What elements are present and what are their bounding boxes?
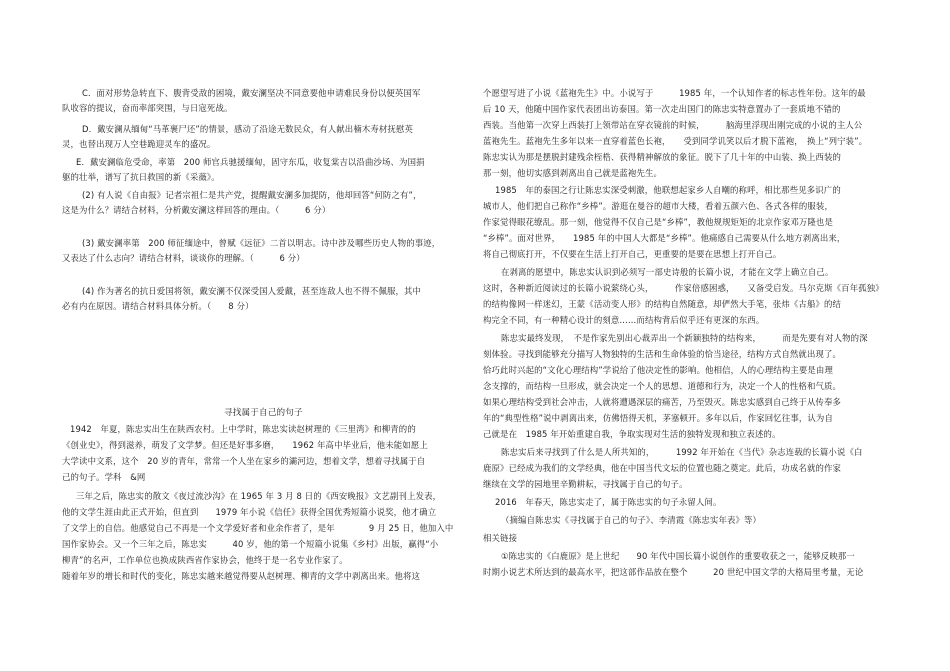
paragraph-line: 鹿原》已经成为我们的文学经典，他在中国当代文坛的位置也随之奠定。此后，功成名就的作家 bbox=[483, 463, 842, 473]
question-2: (2) 有人说《自由报》记者宗祖仁是共产党，提醒戴安澜多加提防，他却回答“何防之有”， bbox=[82, 190, 422, 200]
paragraph-line: 国作家协会。又一个三年之后，陈忠实 40 岁，他的第一个短篇小说集《乡村》出版，赢得“小 bbox=[62, 539, 439, 549]
text-line: 躯的壮举，谱写了抗日救国的新《采薇》。 bbox=[62, 172, 220, 182]
text-line: 队收容的提议，奋而率部突围，与日寇死战。 bbox=[62, 103, 233, 113]
text-line: 灵，也替出现万人空巷跪迎灵车的盛况。 bbox=[62, 139, 216, 149]
question-option-e: E．戴安澜临危受命，率第 200 师官兵驰援缅甸，固守东瓜，收复棠吉以沿曲沙场、为国捐 bbox=[76, 157, 425, 167]
paragraph-line: 西装。当他第一次穿上西装打上领带站在穿衣镜前的时候， 脑海里浮现出刚完成的小说的主人公 bbox=[483, 120, 863, 130]
paragraph-line: “乡棒”。面对世界， 1985 年的中国人大都是“乡棒”。他痛感自己需要从什么地方剥离出来， bbox=[483, 233, 846, 243]
paragraph-line: 陈忠实认为那是摆脱封建残余桎梏、获得精神解放的象征。脱下了几十年的中山装、换上西装的 bbox=[483, 152, 842, 162]
paragraph-line: 作家觉得眼花缭乱。那一刻，他觉得不仅自己是“乡棒”，教他规规矩矩的北京作家邓万隆也是 bbox=[483, 217, 833, 227]
question-option-d: D．戴安澜从缅甸“马革裹尸还”的情景，感动了沿途无数民众，有人献出楠木寿材抚慰英 bbox=[82, 124, 413, 134]
text-line: 必有内在原因。请结合材料具体分析。（ 8 分） bbox=[62, 301, 254, 311]
paragraph-line: 年的“典型性格”说中剥离出来，仿佛悟得天机，茅塞顿开。多年以后，作家回忆往事，认为自 bbox=[483, 413, 833, 423]
paragraph-line: 如果心理结构受到社会冲击，人就将遭遇深层的痛苦，乃至毁灭。陈忠实感到自己终于从传奉多 bbox=[483, 397, 842, 407]
paragraph-line: 随着年岁的增长和时代的变化，陈忠实越来越觉得要从赵树理、柳青的文学中剥离出来。他将这 bbox=[62, 571, 421, 581]
article-title: 寻找属于自己的句子 bbox=[224, 408, 303, 418]
source-citation: （摘编自陈忠实《寻找属于自己的句子》、李清霞《陈忠实年表》等） bbox=[501, 515, 762, 525]
paragraph-line: 了文学上的自信。他感觉自己不再是一个文学爱好者和业余作者了，是年 9 月 25 日，他加入中 bbox=[62, 523, 454, 533]
question-option-c: C．面对形势急转直下、腹背受敌的困境，戴安澜坚决不同意要他申请难民身份以便英国军 bbox=[82, 88, 421, 98]
paragraph-line: 继续在文学的园地里辛勤耕耘，寻找属于自己的句子。 bbox=[483, 479, 688, 489]
paragraph-line: 三年之后，陈忠实的散文《夜过流沙沟》在 1965 年 3 月 8 日的《西安晚报》文艺副刊上发表， bbox=[76, 491, 442, 501]
paragraph-line: 个愿望写进了小说《蓝袍先生》中。小说写于 1985 年，一个认知作者的标志性年份。这年的最 bbox=[483, 88, 866, 98]
paragraph-line: 陈忠实最终发现， 不是作家先别出心裁弄出一个新颖独特的结构来， 而是先要有对人物的深 bbox=[501, 333, 868, 343]
paragraph-line: 陈忠实后来寻找到了什么是人所共知的， 1992 年开始在《当代》杂志连载的长篇小说《白 bbox=[501, 447, 863, 457]
paragraph-line: 1942 年夏，陈忠实出生在陕西农村。上中学时，陈忠实读赵树理的《三里湾》和柳青的的 bbox=[70, 424, 416, 434]
section-heading-related-links: 相关链接 bbox=[483, 533, 518, 543]
question-4: (4) 作为著名的抗日爱国将领，戴安澜不仅深受国人爱戴，甚至连敌人也不得不佩服，其中 bbox=[82, 286, 422, 296]
paragraph-line: 在剥离的愿望中，陈忠实认识到必须写一部史诗般的长篇小说，才能在文学上确立自己。 bbox=[501, 267, 834, 277]
text-line: 这是为什么？请结合材料，分析戴安澜这样回答的理由。（ 6 分） bbox=[62, 205, 331, 215]
text-line: 又表达了什么志向？请结合材料，谈谈你的理解。（ 6 分） bbox=[62, 253, 305, 263]
paragraph-line: 《创业史》，得到滋养，萌发了文学梦。但还是好事多磨， 1962 年高中毕业后，他未能如愿上 bbox=[62, 440, 428, 450]
paragraph-line: ①陈忠实的《白鹿原》是上世纪 90 年代中国长篇小说创作的重要收获之一，能够反映那一 bbox=[501, 551, 855, 561]
paragraph-line: 城市人，他们把自己称作“乡棒”。游逛在曼谷的超市大楼，看着五颜六色、各式各样的服装， bbox=[483, 201, 833, 211]
paragraph-line: 他的文学生涯由此正式开始，但直到 1979 年小说《信任》获得全国优秀短篇小说奖，他才确立 bbox=[62, 507, 437, 517]
paragraph-line: 后 10 天，他随中国作家代表团出访泰国。第一次走出国门的陈忠实特意置办了一套质地不错的 bbox=[483, 104, 841, 114]
paragraph-line: 这时，各种新近阅读过的长篇小说萦绕心头， 作家倍感困惑， 又备受启发。马尔克斯《百年孤独》 bbox=[483, 283, 884, 293]
paragraph-line: 蓝袍先生。蓝袍先生多年以来一直穿着蓝色长袍， 受到同学讥笑以后才脱下蓝袍， 换上“列宁装”。 bbox=[483, 136, 868, 146]
paragraph-line: 大学读中文系，这个 20 岁的青年，常常一个人坐在家乡的灞河边，想着文学，想着寻找属于自 bbox=[62, 456, 426, 466]
paragraph-line: 念支撑的，而结构一旦形成，就会决定一个人的思想、道德和行为，决定一个人的性格和气质。 bbox=[483, 381, 842, 391]
paragraph-line: 2016 年春天，陈忠实走了，属于陈忠实的句子永留人间。 bbox=[495, 497, 722, 507]
paragraph-line: 那一刻，他切实感到剥离出自己就是蓝袍先生。 bbox=[483, 168, 663, 178]
paragraph-line: 刻体验。寻找到能够充分描写人物独特的生活和生命体验的恰当途径，结构方式自然就出现了。 bbox=[483, 349, 842, 359]
paragraph-line: 柳青”的名声，工作单位也换成陕西省作家协会，他终于是一名专业作家了。 bbox=[62, 555, 348, 565]
paragraph-line: 1985 年的泰国之行让陈忠实深受刺激，他联想起家乡人自嘲的称呼，相比那些见多识广的 bbox=[495, 185, 841, 195]
paragraph-line: 的结构像网一样迷幻，王蒙《活动变人形》的结构自然随意，却俨然大手笔，张炜《古船》的结 bbox=[483, 299, 842, 309]
paragraph-line: 将自己彻底打开，不仅要在生活上打开自己，更重要的是要在思想上打开自己。 bbox=[483, 249, 782, 259]
paragraph-line: 时期小说艺术所达到的最高水平，把这部作品放在整个 20 世纪中国文学的大格局里考量，无论 bbox=[483, 567, 864, 577]
paragraph-line: 恰巧此时兴起的“文化心理结构”学说给了他决定性的影响。他相信，人的心理结构主要是由理 bbox=[483, 365, 833, 375]
paragraph-line: 构完全不同，有一种精心设计的刻意……而结构背后似乎还有更深的东西。 bbox=[483, 315, 765, 325]
question-3: (3) 戴安澜率第 200 师征缅途中，曾赋《远征》二首以明志。诗中涉及哪些历史人物的事迹， bbox=[82, 238, 441, 248]
paragraph-line: 己就是在 1985 年开始重建自我，争取实现对生活的独特发现和独立表述的。 bbox=[483, 429, 781, 439]
paragraph-line: 己的句子。学科 &网 bbox=[62, 472, 146, 482]
